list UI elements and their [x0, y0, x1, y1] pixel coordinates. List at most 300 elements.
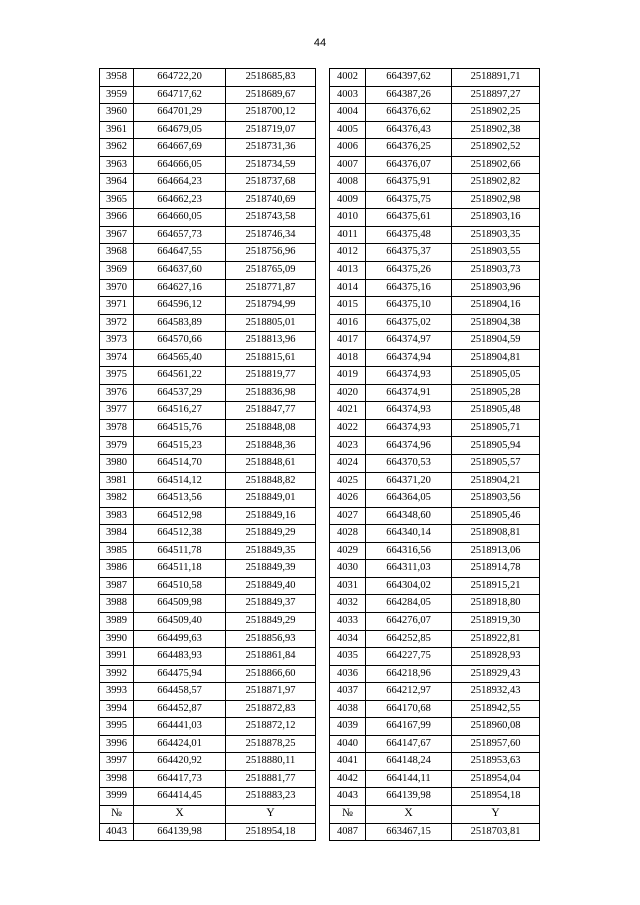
- cell-x-coordinate: 664139,98: [366, 788, 452, 806]
- cell-x-coordinate: 664375,48: [366, 226, 452, 244]
- cell-y-coordinate: 2518881,77: [226, 770, 316, 788]
- cell-point-number: 3973: [100, 332, 134, 350]
- cell-x-coordinate: 664374,93: [366, 402, 452, 420]
- table-row: [100, 297, 540, 315]
- column-gap: [316, 437, 330, 455]
- cell-point-number: 4036: [330, 665, 366, 683]
- cell-point-number: 4022: [330, 419, 366, 437]
- cell-y-coordinate: 2518849,29: [226, 525, 316, 543]
- cell-point-number: 3978: [100, 419, 134, 437]
- cell-y-coordinate: 2518953,63: [452, 753, 540, 771]
- cell-x-coordinate: 664375,75: [366, 191, 452, 209]
- header-point-number: №: [100, 805, 134, 823]
- cell-point-number: 3982: [100, 490, 134, 508]
- cell-point-number: 4010: [330, 209, 366, 227]
- table-row: [100, 384, 540, 402]
- cell-x-coordinate: 664218,96: [366, 665, 452, 683]
- cell-y-coordinate: 2518848,82: [226, 472, 316, 490]
- cell-y-coordinate: 2518872,83: [226, 700, 316, 718]
- column-gap: [316, 788, 330, 806]
- cell-y-coordinate: 2518848,61: [226, 455, 316, 473]
- column-gap: [316, 455, 330, 473]
- cell-y-coordinate: 2518942,55: [452, 700, 540, 718]
- cell-y-coordinate: 2518689,67: [226, 86, 316, 104]
- cell-x-coordinate: 664717,62: [134, 86, 226, 104]
- cell-y-coordinate: 2518849,29: [226, 612, 316, 630]
- header-y-coordinate: Y: [226, 805, 316, 823]
- column-gap: [316, 262, 330, 280]
- cell-point-number: 4013: [330, 262, 366, 280]
- cell-point-number: 4030: [330, 560, 366, 578]
- cell-y-coordinate: 2518719,07: [226, 121, 316, 139]
- cell-point-number: 4019: [330, 367, 366, 385]
- cell-point-number: 4012: [330, 244, 366, 262]
- cell-point-number: 3966: [100, 209, 134, 227]
- cell-point-number: 4028: [330, 525, 366, 543]
- cell-y-coordinate: 2518740,69: [226, 191, 316, 209]
- cell-y-coordinate: 2518872,12: [226, 718, 316, 736]
- column-gap: [316, 367, 330, 385]
- cell-x-coordinate: 664167,99: [366, 718, 452, 736]
- cell-point-number: 3986: [100, 560, 134, 578]
- cell-x-coordinate: 664458,57: [134, 683, 226, 701]
- cell-point-number: 4040: [330, 735, 366, 753]
- table-row: [100, 104, 540, 122]
- cell-y-coordinate: 2518849,35: [226, 542, 316, 560]
- cell-x-coordinate: 664375,10: [366, 297, 452, 315]
- column-gap: [316, 805, 330, 823]
- table-row: [100, 437, 540, 455]
- cell-point-number: 3961: [100, 121, 134, 139]
- column-gap: [316, 560, 330, 578]
- cell-point-number: 3968: [100, 244, 134, 262]
- column-gap: [316, 419, 330, 437]
- cell-point-number: 4043: [330, 788, 366, 806]
- cell-y-coordinate: 2518878,25: [226, 735, 316, 753]
- cell-point-number: 3989: [100, 612, 134, 630]
- table-row: [100, 244, 540, 262]
- column-gap: [316, 490, 330, 508]
- cell-y-coordinate: 2518880,11: [226, 753, 316, 771]
- cell-y-coordinate: 2518849,40: [226, 577, 316, 595]
- column-gap: [316, 823, 330, 841]
- table-row: [100, 735, 540, 753]
- column-gap: [316, 104, 330, 122]
- cell-x-coordinate: 664627,16: [134, 279, 226, 297]
- cell-x-coordinate: 664144,11: [366, 770, 452, 788]
- cell-point-number: 4015: [330, 297, 366, 315]
- column-gap: [316, 542, 330, 560]
- cell-y-coordinate: 2518813,96: [226, 332, 316, 350]
- cell-y-coordinate: 2518849,01: [226, 490, 316, 508]
- cell-y-coordinate: 2518903,55: [452, 244, 540, 262]
- column-gap: [316, 191, 330, 209]
- table-row: [100, 455, 540, 473]
- cell-y-coordinate: 2518932,43: [452, 683, 540, 701]
- cell-x-coordinate: 664252,85: [366, 630, 452, 648]
- cell-y-coordinate: 2518849,39: [226, 560, 316, 578]
- table-row: [100, 770, 540, 788]
- cell-x-coordinate: 664647,55: [134, 244, 226, 262]
- cell-point-number: 4039: [330, 718, 366, 736]
- cell-y-coordinate: 2518756,96: [226, 244, 316, 262]
- column-gap: [316, 139, 330, 157]
- cell-point-number: 4005: [330, 121, 366, 139]
- column-gap: [316, 630, 330, 648]
- cell-x-coordinate: 664514,70: [134, 455, 226, 473]
- column-gap: [316, 244, 330, 262]
- cell-x-coordinate: 664375,26: [366, 262, 452, 280]
- cell-x-coordinate: 664667,69: [134, 139, 226, 157]
- cell-y-coordinate: 2518883,23: [226, 788, 316, 806]
- cell-point-number: 4006: [330, 139, 366, 157]
- cell-x-coordinate: 664417,73: [134, 770, 226, 788]
- cell-y-coordinate: 2518737,68: [226, 174, 316, 192]
- cell-point-number: 4034: [330, 630, 366, 648]
- cell-y-coordinate: 2518903,96: [452, 279, 540, 297]
- cell-point-number: 3964: [100, 174, 134, 192]
- cell-y-coordinate: 2518731,36: [226, 139, 316, 157]
- table-row: [100, 279, 540, 297]
- cell-y-coordinate: 2518908,81: [452, 525, 540, 543]
- cell-x-coordinate: 664570,66: [134, 332, 226, 350]
- column-gap: [316, 349, 330, 367]
- column-gap: [316, 174, 330, 192]
- cell-x-coordinate: 664657,73: [134, 226, 226, 244]
- cell-point-number: 3983: [100, 507, 134, 525]
- cell-x-coordinate: 664512,98: [134, 507, 226, 525]
- header-point-number: №: [330, 805, 366, 823]
- cell-y-coordinate: 2518903,73: [452, 262, 540, 280]
- page-number: 44: [313, 37, 327, 49]
- cell-y-coordinate: 2518902,98: [452, 191, 540, 209]
- cell-x-coordinate: 664147,67: [366, 735, 452, 753]
- cell-point-number: 4021: [330, 402, 366, 420]
- cell-point-number: 3972: [100, 314, 134, 332]
- column-gap: [316, 121, 330, 139]
- table-row: [100, 349, 540, 367]
- table-row: [100, 577, 540, 595]
- cell-point-number: 3979: [100, 437, 134, 455]
- table-row: [100, 542, 540, 560]
- cell-y-coordinate: 2518815,61: [226, 349, 316, 367]
- cell-y-coordinate: 2518743,58: [226, 209, 316, 227]
- cell-point-number: 3970: [100, 279, 134, 297]
- cell-x-coordinate: 664666,05: [134, 156, 226, 174]
- cell-x-coordinate: 664516,27: [134, 402, 226, 420]
- cell-x-coordinate: 664374,97: [366, 332, 452, 350]
- cell-point-number: 3969: [100, 262, 134, 280]
- table-row: [100, 156, 540, 174]
- table-row: [100, 490, 540, 508]
- cell-y-coordinate: 2518902,38: [452, 121, 540, 139]
- table-row: [100, 139, 540, 157]
- cell-x-coordinate: 664583,89: [134, 314, 226, 332]
- cell-y-coordinate: 2518902,52: [452, 139, 540, 157]
- cell-point-number: 4007: [330, 156, 366, 174]
- cell-x-coordinate: 664311,03: [366, 560, 452, 578]
- table-row: [100, 718, 540, 736]
- cell-x-coordinate: 664701,29: [134, 104, 226, 122]
- cell-x-coordinate: 664370,53: [366, 455, 452, 473]
- cell-x-coordinate: 664515,76: [134, 419, 226, 437]
- table-row: [100, 648, 540, 666]
- cell-y-coordinate: 2518847,77: [226, 402, 316, 420]
- cell-point-number: 4017: [330, 332, 366, 350]
- cell-x-coordinate: 664499,63: [134, 630, 226, 648]
- coordinates-table: [99, 68, 540, 841]
- cell-y-coordinate: 2518905,28: [452, 384, 540, 402]
- column-gap: [316, 595, 330, 613]
- cell-point-number: 3996: [100, 735, 134, 753]
- column-gap: [316, 279, 330, 297]
- cell-point-number: 3993: [100, 683, 134, 701]
- cell-x-coordinate: 664376,07: [366, 156, 452, 174]
- cell-y-coordinate: 2518849,16: [226, 507, 316, 525]
- column-gap: [316, 384, 330, 402]
- cell-y-coordinate: 2518954,04: [452, 770, 540, 788]
- cell-point-number: 3992: [100, 665, 134, 683]
- cell-x-coordinate: 664511,18: [134, 560, 226, 578]
- cell-y-coordinate: 2518960,08: [452, 718, 540, 736]
- column-gap: [316, 577, 330, 595]
- cell-y-coordinate: 2518914,78: [452, 560, 540, 578]
- cell-x-coordinate: 664374,93: [366, 367, 452, 385]
- header-x-coordinate: X: [134, 805, 226, 823]
- cell-x-coordinate: 664348,60: [366, 507, 452, 525]
- cell-point-number: 3980: [100, 455, 134, 473]
- cell-y-coordinate: 2518904,59: [452, 332, 540, 350]
- cell-x-coordinate: 664513,56: [134, 490, 226, 508]
- cell-x-coordinate: 664596,12: [134, 297, 226, 315]
- table-row: [100, 332, 540, 350]
- cell-x-coordinate: 664374,96: [366, 437, 452, 455]
- cell-point-number: 3963: [100, 156, 134, 174]
- cell-x-coordinate: 664660,05: [134, 209, 226, 227]
- cell-y-coordinate: 2518903,35: [452, 226, 540, 244]
- cell-x-coordinate: 664420,92: [134, 753, 226, 771]
- cell-y-coordinate: 2518905,57: [452, 455, 540, 473]
- cell-y-coordinate: 2518902,66: [452, 156, 540, 174]
- table-row: [100, 209, 540, 227]
- cell-point-number: 3959: [100, 86, 134, 104]
- table-row: [100, 121, 540, 139]
- cell-y-coordinate: 2518904,21: [452, 472, 540, 490]
- cell-y-coordinate: 2518929,43: [452, 665, 540, 683]
- table-header-row: [100, 805, 540, 823]
- column-gap: [316, 700, 330, 718]
- cell-point-number: 3984: [100, 525, 134, 543]
- cell-point-number: 3988: [100, 595, 134, 613]
- table-row: [100, 525, 540, 543]
- cell-x-coordinate: 664316,56: [366, 542, 452, 560]
- column-gap: [316, 612, 330, 630]
- column-gap: [316, 753, 330, 771]
- cell-x-coordinate: 664679,05: [134, 121, 226, 139]
- cell-x-coordinate: 664276,07: [366, 612, 452, 630]
- cell-y-coordinate: 2518905,48: [452, 402, 540, 420]
- cell-point-number: 4002: [330, 69, 366, 87]
- column-gap: [316, 86, 330, 104]
- cell-y-coordinate: 2518848,08: [226, 419, 316, 437]
- cell-point-number: 3971: [100, 297, 134, 315]
- table-row: [100, 226, 540, 244]
- cell-point-number: 4037: [330, 683, 366, 701]
- cell-point-number: 3990: [100, 630, 134, 648]
- table-row: [100, 472, 540, 490]
- cell-x-coordinate: 664510,58: [134, 577, 226, 595]
- cell-x-coordinate: 663467,15: [366, 823, 452, 841]
- column-gap: [316, 507, 330, 525]
- cell-point-number: 4038: [330, 700, 366, 718]
- cell-y-coordinate: 2518954,18: [452, 788, 540, 806]
- cell-x-coordinate: 664637,60: [134, 262, 226, 280]
- cell-y-coordinate: 2518905,05: [452, 367, 540, 385]
- cell-point-number: 4025: [330, 472, 366, 490]
- cell-x-coordinate: 664376,25: [366, 139, 452, 157]
- column-gap: [316, 525, 330, 543]
- column-gap: [316, 209, 330, 227]
- cell-x-coordinate: 664375,61: [366, 209, 452, 227]
- cell-x-coordinate: 664424,01: [134, 735, 226, 753]
- cell-point-number: 4026: [330, 490, 366, 508]
- cell-y-coordinate: 2518922,81: [452, 630, 540, 648]
- cell-y-coordinate: 2518915,21: [452, 577, 540, 595]
- cell-y-coordinate: 2518819,77: [226, 367, 316, 385]
- cell-y-coordinate: 2518848,36: [226, 437, 316, 455]
- cell-point-number: 4087: [330, 823, 366, 841]
- cell-point-number: 3995: [100, 718, 134, 736]
- cell-x-coordinate: 664371,20: [366, 472, 452, 490]
- cell-x-coordinate: 664139,98: [134, 823, 226, 841]
- table-row: [100, 788, 540, 806]
- cell-y-coordinate: 2518685,83: [226, 69, 316, 87]
- cell-y-coordinate: 2518918,80: [452, 595, 540, 613]
- cell-y-coordinate: 2518734,59: [226, 156, 316, 174]
- cell-point-number: 3981: [100, 472, 134, 490]
- cell-x-coordinate: 664509,40: [134, 612, 226, 630]
- cell-x-coordinate: 664441,03: [134, 718, 226, 736]
- cell-y-coordinate: 2518891,71: [452, 69, 540, 87]
- cell-point-number: 3958: [100, 69, 134, 87]
- cell-y-coordinate: 2518700,12: [226, 104, 316, 122]
- cell-point-number: 4011: [330, 226, 366, 244]
- cell-x-coordinate: 664212,97: [366, 683, 452, 701]
- cell-point-number: 4023: [330, 437, 366, 455]
- table-row: [100, 314, 540, 332]
- cell-point-number: 4033: [330, 612, 366, 630]
- cell-point-number: 3967: [100, 226, 134, 244]
- cell-point-number: 4008: [330, 174, 366, 192]
- column-gap: [316, 314, 330, 332]
- cell-y-coordinate: 2518905,94: [452, 437, 540, 455]
- cell-x-coordinate: 664364,05: [366, 490, 452, 508]
- cell-x-coordinate: 664397,62: [366, 69, 452, 87]
- cell-x-coordinate: 664514,12: [134, 472, 226, 490]
- table-row: [100, 612, 540, 630]
- cell-x-coordinate: 664376,43: [366, 121, 452, 139]
- table-row: [100, 595, 540, 613]
- column-gap: [316, 226, 330, 244]
- column-gap: [316, 770, 330, 788]
- table-row: [100, 753, 540, 771]
- cell-x-coordinate: 664664,23: [134, 174, 226, 192]
- table-row: [100, 665, 540, 683]
- header-x-coordinate: X: [366, 805, 452, 823]
- column-gap: [316, 665, 330, 683]
- cell-y-coordinate: 2518866,60: [226, 665, 316, 683]
- cell-y-coordinate: 2518856,93: [226, 630, 316, 648]
- column-gap: [316, 156, 330, 174]
- cell-y-coordinate: 2518905,46: [452, 507, 540, 525]
- table-row: [100, 191, 540, 209]
- cell-y-coordinate: 2518871,97: [226, 683, 316, 701]
- cell-point-number: 3999: [100, 788, 134, 806]
- table-row: [100, 700, 540, 718]
- cell-x-coordinate: 664340,14: [366, 525, 452, 543]
- cell-point-number: 4041: [330, 753, 366, 771]
- cell-point-number: 3997: [100, 753, 134, 771]
- column-gap: [316, 648, 330, 666]
- cell-y-coordinate: 2518919,30: [452, 612, 540, 630]
- cell-point-number: 4035: [330, 648, 366, 666]
- cell-x-coordinate: 664414,45: [134, 788, 226, 806]
- cell-point-number: 3960: [100, 104, 134, 122]
- cell-y-coordinate: 2518913,06: [452, 542, 540, 560]
- cell-y-coordinate: 2518897,27: [452, 86, 540, 104]
- cell-y-coordinate: 2518904,81: [452, 349, 540, 367]
- cell-point-number: 4027: [330, 507, 366, 525]
- cell-x-coordinate: 664662,23: [134, 191, 226, 209]
- header-y-coordinate: Y: [452, 805, 540, 823]
- cell-point-number: 4031: [330, 577, 366, 595]
- cell-point-number: 3985: [100, 542, 134, 560]
- column-gap: [316, 297, 330, 315]
- table-row: [100, 683, 540, 701]
- cell-x-coordinate: 664452,87: [134, 700, 226, 718]
- cell-point-number: 4016: [330, 314, 366, 332]
- cell-point-number: 3998: [100, 770, 134, 788]
- cell-point-number: 4009: [330, 191, 366, 209]
- cell-x-coordinate: 664227,75: [366, 648, 452, 666]
- cell-point-number: 3965: [100, 191, 134, 209]
- cell-y-coordinate: 2518805,01: [226, 314, 316, 332]
- cell-point-number: 4043: [100, 823, 134, 841]
- cell-point-number: 3975: [100, 367, 134, 385]
- cell-x-coordinate: 664374,93: [366, 419, 452, 437]
- cell-y-coordinate: 2518954,18: [226, 823, 316, 841]
- table-row: [100, 174, 540, 192]
- cell-y-coordinate: 2518861,84: [226, 648, 316, 666]
- cell-x-coordinate: 664170,68: [366, 700, 452, 718]
- cell-x-coordinate: 664374,94: [366, 349, 452, 367]
- cell-point-number: 4003: [330, 86, 366, 104]
- cell-y-coordinate: 2518902,82: [452, 174, 540, 192]
- cell-point-number: 3974: [100, 349, 134, 367]
- cell-x-coordinate: 664515,23: [134, 437, 226, 455]
- cell-y-coordinate: 2518903,16: [452, 209, 540, 227]
- cell-x-coordinate: 664148,24: [366, 753, 452, 771]
- table-row: [100, 823, 540, 841]
- cell-x-coordinate: 664483,93: [134, 648, 226, 666]
- table-row: [100, 630, 540, 648]
- table-row: [100, 402, 540, 420]
- cell-y-coordinate: 2518703,81: [452, 823, 540, 841]
- cell-point-number: 4042: [330, 770, 366, 788]
- column-gap: [316, 735, 330, 753]
- cell-y-coordinate: 2518904,16: [452, 297, 540, 315]
- cell-x-coordinate: 664537,29: [134, 384, 226, 402]
